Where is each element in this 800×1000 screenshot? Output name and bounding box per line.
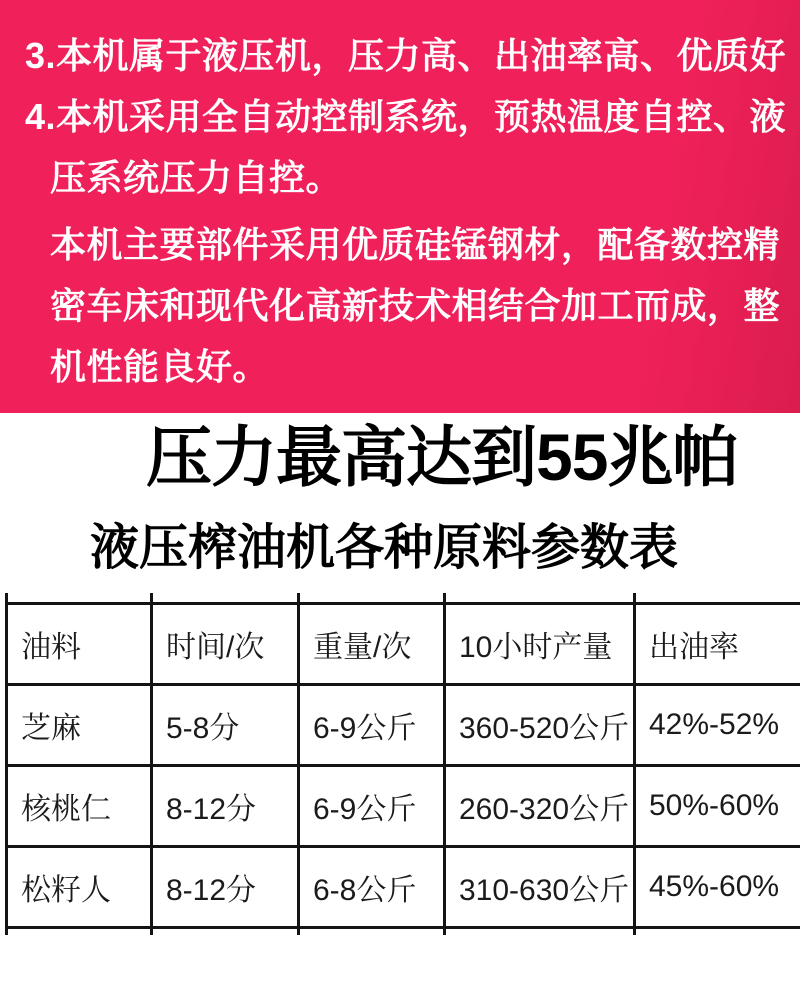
- intro-feature-4-cont: 压系统压力自控。: [50, 157, 343, 198]
- table-gridline-stub: [443, 593, 446, 602]
- col-header-oil-rate: 出油率: [635, 604, 800, 685]
- table-cell-time: 8-12分: [152, 766, 299, 847]
- table-cell-material: 松籽人: [7, 847, 152, 928]
- table-row: [7, 685, 800, 766]
- intro-feature-3: 3.本机属于液压机，压力高、出油率高、优质好: [25, 35, 787, 76]
- materials-table: [5, 602, 800, 929]
- table-cell-weight: 6-9公斤: [299, 685, 445, 766]
- table-cell-output: 260-320公斤: [445, 766, 635, 847]
- table-cell-time: 5-8分: [152, 685, 299, 766]
- table-gridline-stub: [297, 929, 300, 935]
- table-gridline-stub: [150, 929, 153, 935]
- table-gridline-stub: [297, 593, 300, 602]
- table-row: [7, 766, 800, 847]
- table-gridline-stub: [150, 593, 153, 602]
- table-gridline-stub: [633, 593, 636, 602]
- table-gridline-stub: [5, 929, 8, 935]
- table-cell-time: 8-12分: [152, 847, 299, 928]
- materials-table-container: [5, 602, 800, 929]
- col-header-weight: 重量/次: [299, 604, 445, 685]
- product-intro-banner: [0, 0, 800, 413]
- table-header-row: [7, 604, 800, 685]
- table-cell-material: 芝麻: [7, 685, 152, 766]
- parameters-table-title: 液压榨油机各种原料参数表: [90, 521, 679, 575]
- table-cell-output: 310-630公斤: [445, 847, 635, 928]
- max-pressure-heading: 压力最高达到55兆帕: [146, 420, 738, 494]
- col-header-time: 时间/次: [152, 604, 299, 685]
- table-cell-oil-rate: 42%-52%: [635, 685, 800, 766]
- table-cell-oil-rate: 50%-60%: [635, 766, 800, 847]
- table-cell-weight: 6-9公斤: [299, 766, 445, 847]
- table-cell-weight: 6-8公斤: [299, 847, 445, 928]
- col-header-output: 10小时产量: [445, 604, 635, 685]
- intro-feature-4: 4.本机采用全自动控制系统，预热温度自控、液: [25, 96, 787, 137]
- intro-materials-line-1: 本机主要部件采用优质硅锰钢材，配备数控精: [50, 224, 781, 265]
- table-gridline-stub: [633, 929, 636, 935]
- table-row: [7, 847, 800, 928]
- table-cell-oil-rate: 45%-60%: [635, 847, 800, 928]
- table-gridline-stub: [5, 593, 8, 602]
- table-gridline-stub: [443, 929, 446, 935]
- col-header-material: 油料: [7, 604, 152, 685]
- intro-materials-line-2: 密车床和现代化高新技术相结合加工而成，整: [50, 285, 781, 326]
- intro-materials-line-3: 机性能良好。: [50, 346, 270, 387]
- table-cell-output: 360-520公斤: [445, 685, 635, 766]
- table-cell-material: 核桃仁: [7, 766, 152, 847]
